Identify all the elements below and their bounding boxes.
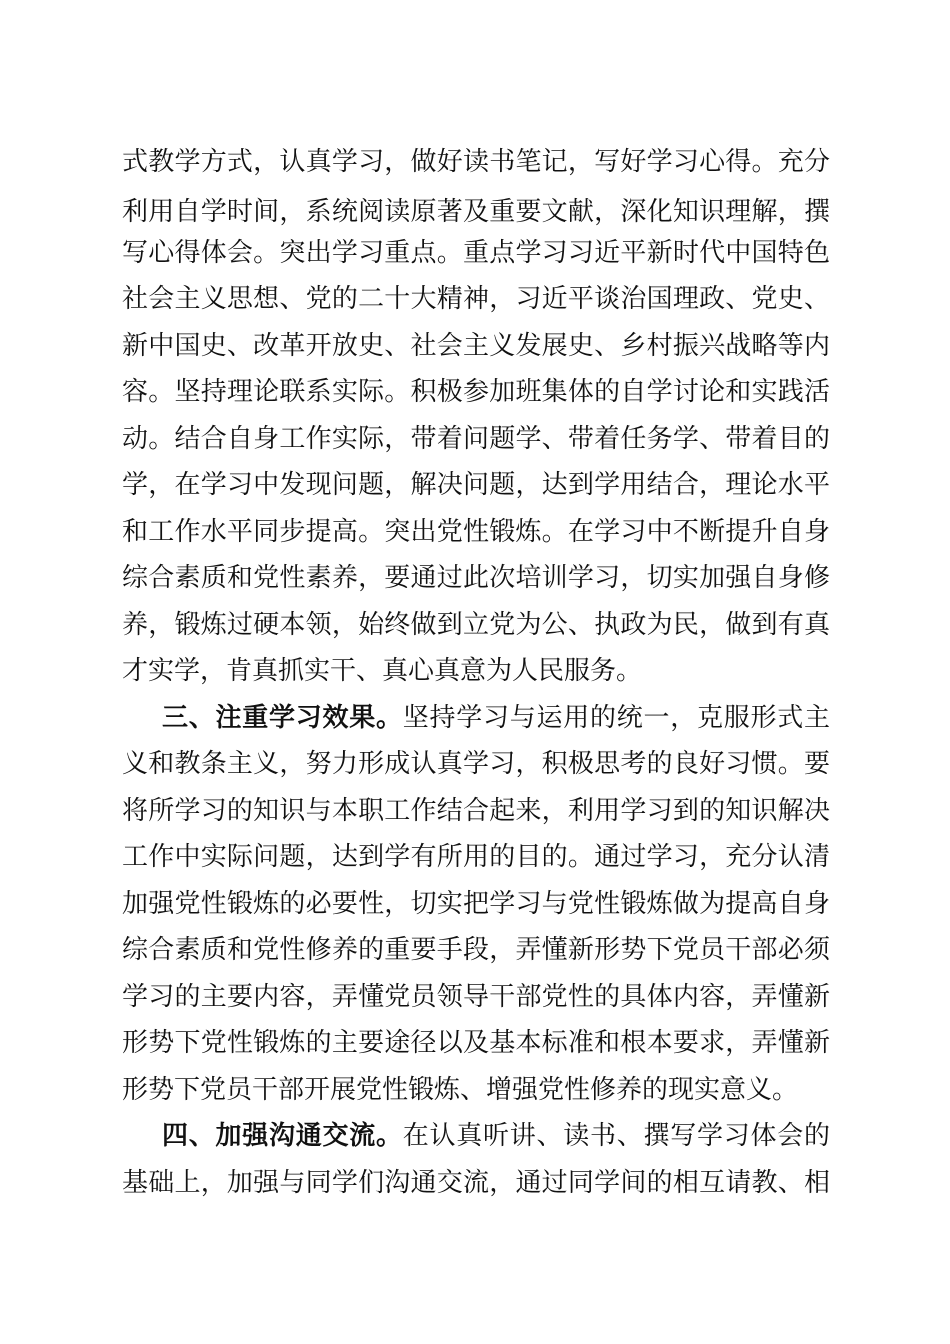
paragraph-line: 学，在学习中发现问题，解决问题，达到学用结合，理论水平	[122, 470, 830, 500]
paragraph-line: 养，锻炼过硬本领，始终做到立党为公、执政为民，做到有真	[122, 610, 830, 640]
paragraph-line: 工作中实际问题，达到学有所用的目的。通过学习，充分认清	[122, 842, 830, 872]
paragraph-line: 和工作水平同步提高。突出党性锻炼。在学习中不断提升自身	[122, 517, 830, 547]
paragraph-line: 式教学方式，认真学习，做好读书笔记，写好学习心得。充分	[122, 147, 830, 177]
section-4-first-line	[162, 1116, 830, 1156]
paragraph-line: 加强党性锻炼的必要性，切实把学习与党性锻炼做为提高自身	[122, 889, 830, 919]
section-3-first-line	[162, 698, 830, 738]
paragraph-line: 利用自学时间，系统阅读原著及重要文献，深化知识理解，撰	[122, 197, 830, 227]
paragraph-line: 形势下党员干部开展党性锻炼、增强党性修养的现实意义。	[122, 1075, 799, 1105]
paragraph-line: 基础上，加强与同学们沟通交流，通过同学间的相互请教、相	[122, 1168, 830, 1198]
section-3-heading: 三、注重学习效果。	[162, 703, 403, 733]
section-4-heading: 四、加强沟通交流。	[162, 1121, 403, 1151]
section-3-first-line-text: 坚持学习与运用的统一，克服形式主	[402, 703, 830, 733]
paragraph-line: 义和教条主义，努力形成认真学习，积极思考的良好习惯。要	[122, 749, 830, 779]
paragraph-line: 学习的主要内容，弄懂党员领导干部党性的具体内容，弄懂新	[122, 982, 830, 1012]
paragraph-line: 才实学，肯真抓实干、真心真意为人民服务。	[122, 656, 643, 686]
paragraph-line: 综合素质和党性素养，要通过此次培训学习，切实加强自身修	[122, 563, 830, 593]
paragraph-line: 写心得体会。突出学习重点。重点学习习近平新时代中国特色	[122, 238, 830, 268]
paragraph-line: 形势下党性锻炼的主要途径以及基本标准和根本要求，弄懂新	[122, 1028, 830, 1058]
section-4-first-line-text: 在认真听讲、读书、撰写学习体会的	[402, 1121, 830, 1151]
paragraph-line: 将所学习的知识与本职工作结合起来，利用学习到的知识解决	[122, 796, 830, 826]
paragraph-line: 社会主义思想、党的二十大精神，习近平谈治国理政、党史、	[122, 284, 830, 314]
paragraph-line: 综合素质和党性修养的重要手段，弄懂新形势下党员干部必须	[122, 935, 830, 965]
paragraph-line: 动。结合自身工作实际，带着问题学、带着任务学、带着目的	[122, 424, 830, 454]
paragraph-line: 新中国史、改革开放史、社会主义发展史、乡村振兴战略等内	[122, 331, 830, 361]
paragraph-line: 容。坚持理论联系实际。积极参加班集体的自学讨论和实践活	[122, 377, 830, 407]
